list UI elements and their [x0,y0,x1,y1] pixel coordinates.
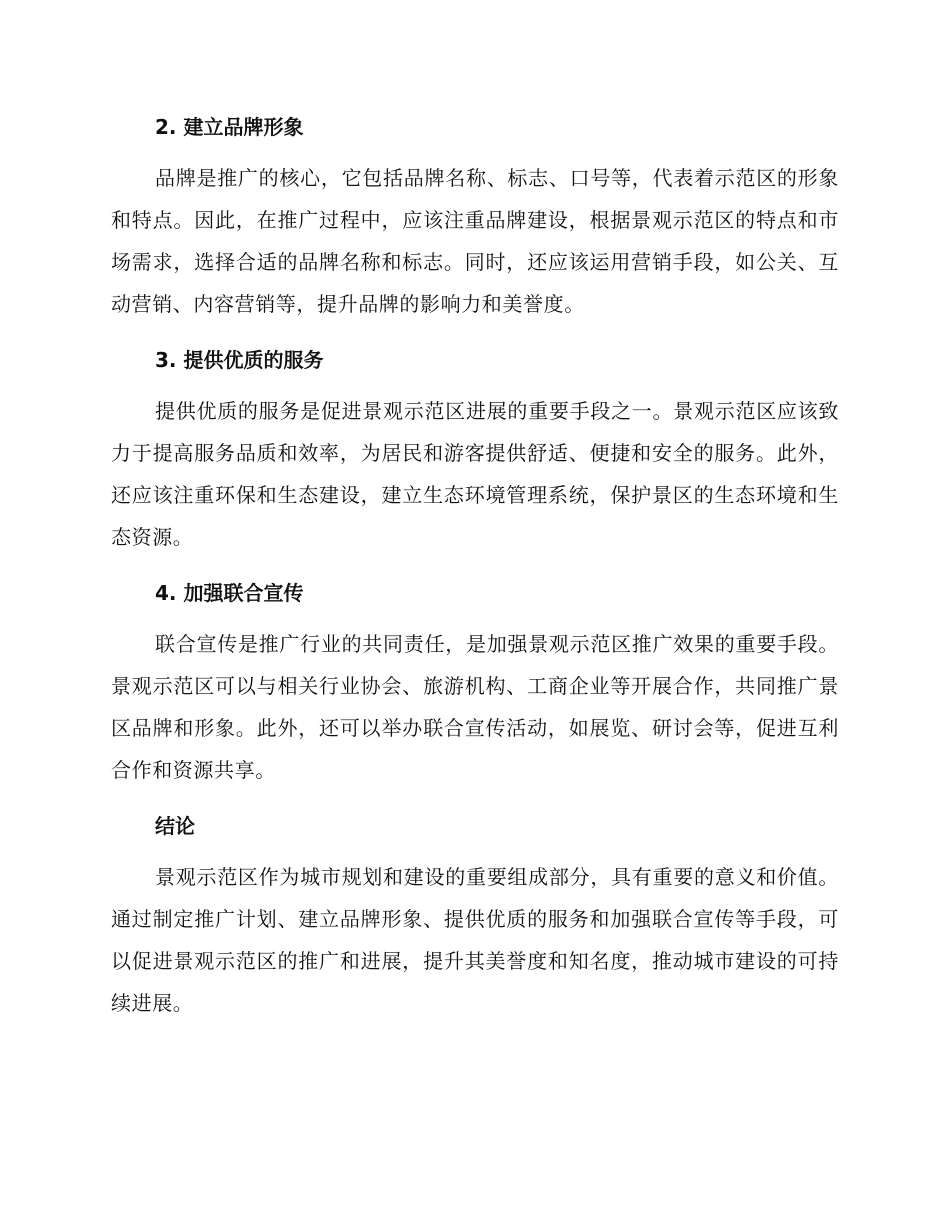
section-paragraph-quality-service: 提供优质的服务是促进景观示范区进展的重要手段之一。景观示范区应该致力于提高服务品质和效率，为居民和游客提供舒适、便捷和安全的服务。此外，还应该注重环保和生态建设，建立生态环境管理系统，保护景区的生态环境和生态资源。 [111,399,839,549]
section-heading-brand-image: 2. 建立品牌形象 [155,115,304,139]
section-heading-joint-promotion: 4. 加强联合宣传 [155,581,304,605]
section-heading-conclusion: 结论 [155,814,195,838]
section-paragraph-conclusion: 景观示范区作为城市规划和建设的重要组成部分，具有重要的意义和价值。通过制定推广计划、建立品牌形象、提供优质的服务和加强联合宣传等手段，可以促进景观示范区的推广和进展，提升其美誉度和知名度，推动城市建设的可持续进展。 [111,865,839,1015]
section-heading-quality-service: 3. 提供优质的服务 [155,348,324,372]
document-body [111,106,839,1038]
section-paragraph-brand-image: 品牌是推广的核心，它包括品牌名称、标志、口号等，代表着示范区的形象和特点。因此，在推广过程中，应该注重品牌建设，根据景观示范区的特点和市场需求，选择合适的品牌名称和标志。同时，还应该运用营销手段，如公关、互动营销、内容营销等，提升品牌的影响力和美誉度。 [111,166,839,316]
section-paragraph-joint-promotion: 联合宣传是推广行业的共同责任，是加强景观示范区推广效果的重要手段。景观示范区可以与相关行业协会、旅游机构、工商企业等开展合作，共同推广景区品牌和形象。此外，还可以举办联合宣传活动，如展览、研讨会等，促进互利合作和资源共享。 [111,632,839,782]
